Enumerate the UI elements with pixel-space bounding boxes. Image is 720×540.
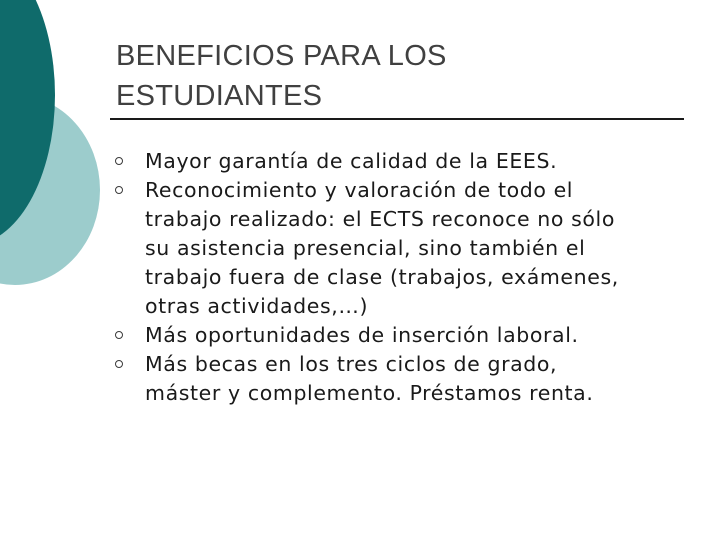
bullet-line: Mayor garantía de calidad de la EEES. [145, 149, 558, 173]
bullet-line: Más oportunidades de inserción laboral. [145, 323, 579, 347]
title-divider [110, 118, 684, 120]
hollow-circle-icon [115, 157, 123, 165]
bullet-line: trabajo realizado: el ECTS reconoce no sólo [145, 207, 615, 231]
bullet-item [115, 147, 700, 176]
slide-title [116, 36, 676, 116]
hollow-circle-icon [115, 331, 123, 339]
bullet-item [115, 176, 700, 321]
bullet-item [115, 321, 700, 350]
bullet-list [115, 147, 700, 408]
bullet-line: Reconocimiento y valoración de todo el [145, 178, 574, 202]
slide-title-line: ESTUDIANTES [116, 80, 323, 112]
bullet-line: máster y complemento. Préstamos renta. [145, 381, 594, 405]
bullet-line: trabajo fuera de clase (trabajos, exámenes, [145, 265, 619, 289]
hollow-circle-icon [115, 360, 123, 368]
bullet-line: su asistencia presencial, sino también el [145, 236, 586, 260]
hollow-circle-icon [115, 186, 123, 194]
bullet-line: otras actividades,…) [145, 294, 369, 318]
slide-title-line: BENEFICIOS PARA LOS [116, 40, 447, 72]
bullet-line: Más becas en los tres ciclos de grado, [145, 352, 558, 376]
bullet-item [115, 350, 700, 408]
